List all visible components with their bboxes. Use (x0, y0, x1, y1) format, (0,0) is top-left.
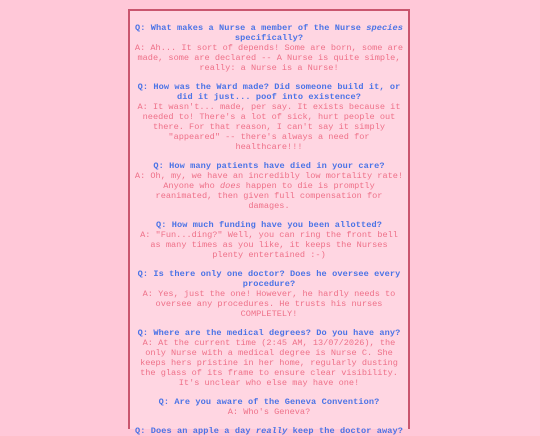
faq-question: Q: How much funding have you been allotted? (155, 220, 383, 230)
faq-answer: A: "Fun...ding?" Well, you can ring the front bell as many times as you like, it keeps the Nurses plenty entertained :-) (140, 230, 398, 260)
faq-item (134, 269, 404, 319)
faq-answer: A: Ah... It sort of depends! Some are born, some are made, some are declared -- A Nurse is quite simple, really: a Nurse is a Nurse! (134, 43, 404, 73)
faq-item (134, 82, 404, 152)
faq-answer (134, 171, 404, 211)
faq-question: Q: Is there only one doctor? Does he oversee every procedure? (137, 269, 401, 289)
faq-panel (128, 9, 410, 436)
faq-question: Q: Where are the medical degrees? Do you have any? (137, 328, 401, 338)
question-text: Q: What makes a Nurse a member of the Nurse (134, 23, 367, 33)
answer-text: A: Oh, my, we have an incredibly low mortality rate! Anyone who (134, 171, 404, 191)
faq-question (134, 23, 404, 43)
faq-question: Q: Are you aware of the Geneva Convention? (158, 397, 380, 407)
faq-item (134, 328, 404, 388)
question-text: specifically? (234, 33, 304, 43)
faq-answer: A: Yes, just the one! However, he hardly needs to oversee any procedures. He trusts his nurses COMPLETELY! (142, 289, 396, 319)
faq-answer: A: At the current time (2:45 AM, 13/07/2026), the only Nurse with a medical degree is Nurse C. She keeps hers pristine in her home, regularly dusting the glass of its frame to ensure clear visibility. It's unclear who else may have one! (140, 338, 398, 388)
faq-question: Q: How many patients have died in your care? (153, 161, 385, 171)
faq-item (134, 426, 404, 436)
question-emphasis: really (255, 426, 288, 436)
faq-list (130, 11, 408, 436)
faq-item (134, 220, 404, 260)
faq-question (134, 426, 404, 436)
faq-answer: A: It wasn't... made, per say. It exists because it needed to! There's a lot of sick, hurt people out there. For that reason, I can't say it simply "appeared" -- there's always a need for healthcare!!! (137, 102, 401, 152)
faq-item (134, 397, 404, 417)
question-text: keep the doctor away? (287, 426, 404, 436)
faq-answer: A: Who's Geneva? (227, 407, 311, 417)
question-emphasis: species (366, 23, 404, 33)
faq-item (134, 161, 404, 211)
answer-emphasis: does (220, 181, 241, 191)
faq-item (134, 23, 404, 73)
answer-text: happen to die is promptly reanimated, then given full compensation for damages. (155, 181, 383, 211)
question-text: Q: Does an apple a day (134, 426, 256, 436)
faq-question: Q: How was the Ward made? Did someone build it, or did it just... poof into existence? (137, 82, 401, 102)
